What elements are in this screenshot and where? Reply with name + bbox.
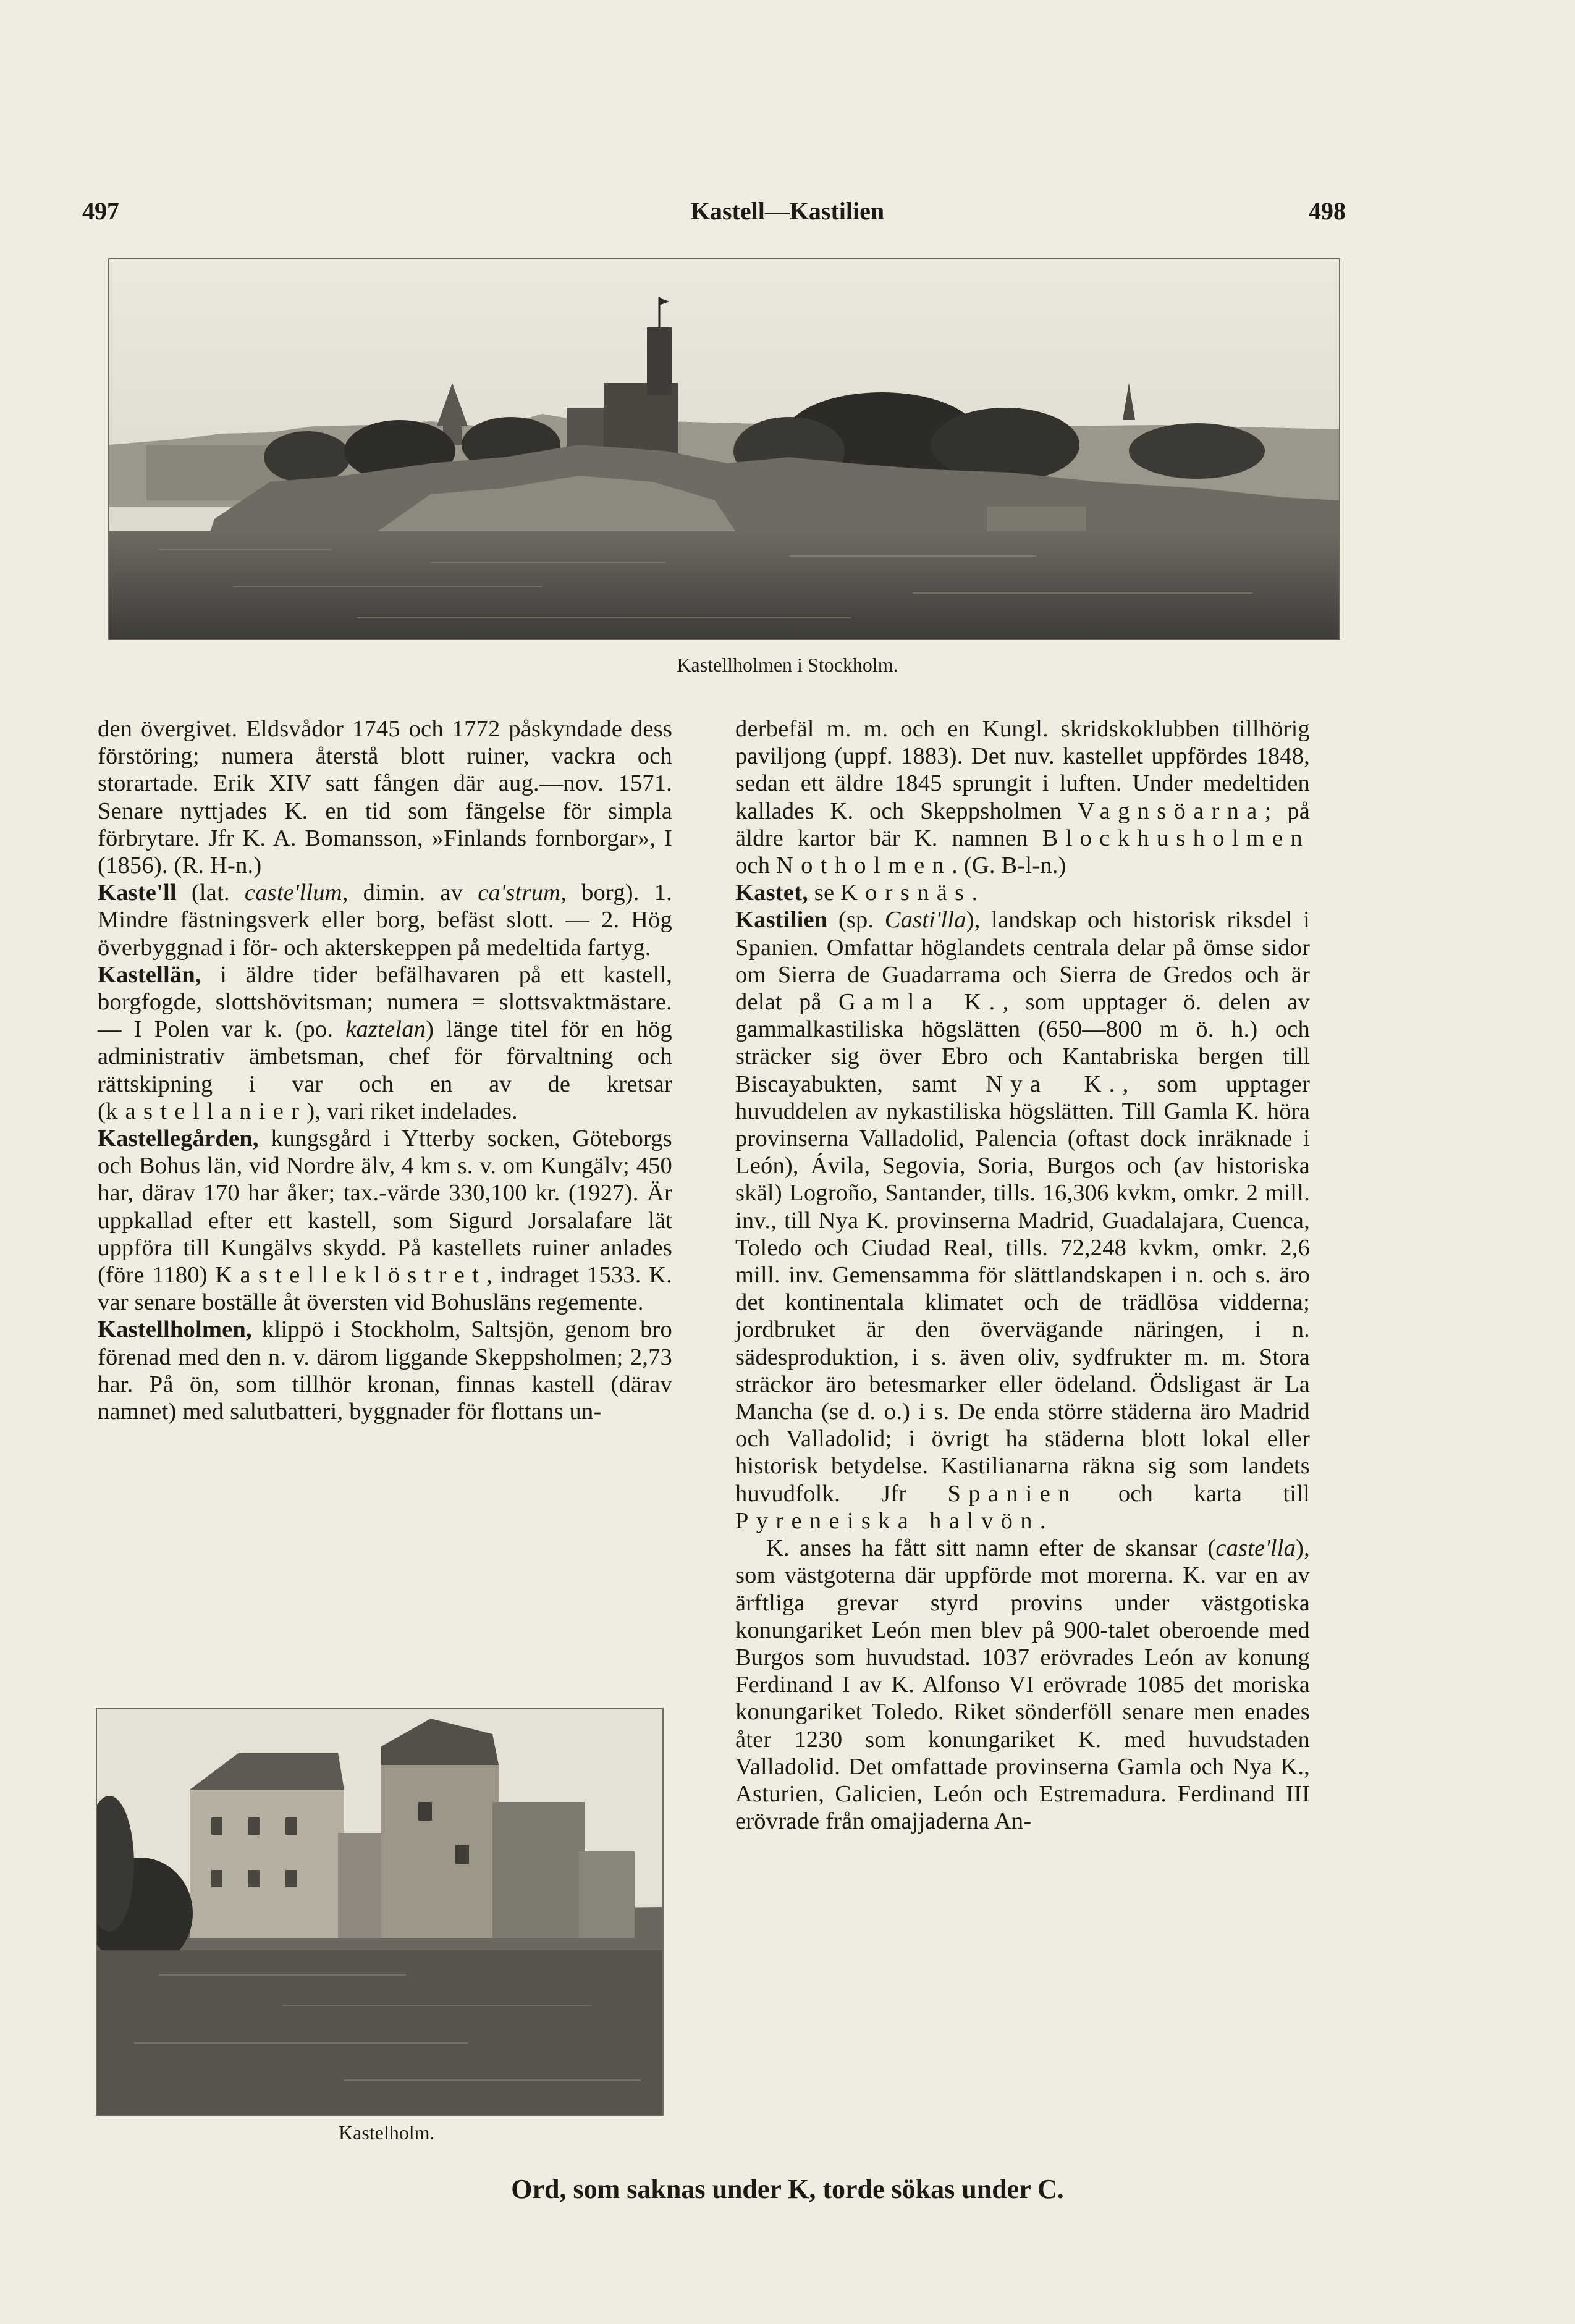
entry-text: ) länge titel för en hög administrativ ämbetsman, chef för förvaltning och rättskipning i var och en av de kretsar ( <box>98 1016 672 1124</box>
entry-text: . (G. B-l-n.) <box>952 853 1066 879</box>
right-text-column <box>735 715 1310 1835</box>
entry-spaced: Nya K. <box>986 1071 1123 1097</box>
entry-text: ), landskap och historisk riksdel i Spanien. Omfattar höglandets centrala delar på ömse sidor om Sierra de Guadarrama och Sierra de Gredos och är delat på <box>735 907 1310 1016</box>
entry-text: ; på äldre kartor bär K. namnen <box>735 798 1310 851</box>
entry-kastilien-history <box>735 1535 1310 1835</box>
entry-kastet <box>735 879 1310 906</box>
continued-paragraph <box>735 715 1310 879</box>
entry-spaced: Notholmen <box>776 853 952 879</box>
entry-kastellegarden <box>98 1125 672 1316</box>
entry-text: (lat. <box>176 880 245 906</box>
bottom-photo-caption: Kastelholm. <box>339 2121 435 2144</box>
headword: Kastet, <box>735 880 808 906</box>
entry-spaced: Blockhusholmen <box>1042 825 1310 851</box>
entry-spaced: Kastelleklöstret <box>215 1262 487 1289</box>
headword: Kaste'll <box>98 880 177 906</box>
kastellholmen-photo <box>108 258 1340 640</box>
entry-kastilien <box>735 906 1310 1535</box>
entry-text: ), vari riket indelades. <box>306 1098 518 1124</box>
kastelholm-photo <box>96 1708 664 2116</box>
entry-kastell <box>98 879 672 961</box>
entry-text: dimin. av <box>348 880 478 906</box>
entry-kastellholmen <box>98 1316 672 1425</box>
entry-italic: caste'lla <box>1215 1535 1296 1562</box>
right-page-number: 498 <box>1309 197 1346 225</box>
entry-text: , indraget 1533. K. var senare boställe åt översten vid Bohusläns regemente. <box>98 1262 672 1316</box>
top-photo-caption: Kastellholmen i Stockholm. <box>677 654 898 676</box>
entry-text: , som upptager ö. delen av gammalkastiliska högslätten (650—800 m ö. h.) och sträcker sig över Ebro och Kantabriska bergen till Biscayabukten, samt <box>735 989 1310 1097</box>
headword: Kastellegården, <box>98 1126 259 1152</box>
entry-spaced: Korsnäs <box>840 880 972 906</box>
entry-text: och <box>735 853 777 879</box>
running-head-title: Kastell—Kastilien <box>690 197 885 225</box>
entry-text: kungsgård i Ytterby socken, Göteborgs och Bohus län, vid Nordre älv, 4 km s. v. om Kungälv; 450 har, därav 170 har åker; tax.-värde 330,100 kr. (1927). Är uppkallad efter ett kastell, som Sigurd Jorsalafare lät uppföra till Kungälvs skydd. På kastellets ruiner anlades (före 1180) <box>98 1126 672 1289</box>
entry-text: . <box>971 880 978 906</box>
left-text-column <box>98 715 672 1425</box>
entry-text: derbefäl m. m. och en Kungl. skridskoklubben tillhörig paviljong (uppf. 1883). Det nuv. kastellet uppfördes 1848, sedan ett äldre 1845 sprungit i luften. Under medeltiden kallades K. och Skeppsholmen <box>735 716 1310 824</box>
entry-text: . <box>1039 1507 1046 1534</box>
entry-italic: ca'strum, <box>478 880 567 906</box>
entry-spaced: Pyreneiska halvön <box>735 1507 1040 1534</box>
entry-text: och karta till <box>1077 1480 1310 1507</box>
entry-text: klippö i Stockholm, Saltsjön, genom bro förenad med den n. v. därom liggande Skeppsholmen; 2,73 har. På ön, som tillhör kronan, finnas kastell (därav namnet) med salutbatteri, byggnader för flottans un- <box>98 1316 672 1425</box>
headword: Kastellän, <box>98 961 201 988</box>
entry-italic: Casti'lla <box>884 907 966 933</box>
left-page-number: 497 <box>82 197 119 225</box>
headword: Kastilien <box>735 907 828 933</box>
entry-spaced: Vagnsöarna <box>1077 798 1265 824</box>
entry-text: K. anses ha fått sitt namn efter de skansar ( <box>766 1535 1216 1562</box>
entry-text: ), som västgoterna där uppförde mot morerna. K. var en av ärftliga grevar styrd provins under västgotiska konungariket León men blev på 900-talet oberoende med Burgos som huvudstad. 1037 erövrades León av konung Ferdinand I av K. Alfonso VI erövrade 1085 det moriska konungariket Toledo. Riket sönderföll senare men enades åter 1230 som konungariket K. med huvudstaden Valladolid. Det omfattade provinserna Gamla och Nya K., Asturien, Galicien, León och Estremadura. Ferdinand III erövrade från omajjaderna An- <box>735 1535 1310 1835</box>
entry-italic: kaztelan <box>345 1016 426 1043</box>
entry-kastellan <box>98 961 672 1125</box>
entry-italic: caste'llum, <box>244 880 348 906</box>
entry-text: , som upptager huvuddelen av nykastiliska högslätten. Till Gamla K. höra provinserna Valladolid, Palencia (oftast dock inräknade i León), Ávila, Segovia, Soria, Burgos och (av historiska skäl) Logroño, Santander, tills. 16,306 kvkm, omkr. 2 mill. inv., till Nya K. provinserna Madrid, Guadalajara, Cuenca, Toledo och Ciudad Real, tills. 72,248 kvkm, omkr. 2,6 mill. inv. Gemensamma för slättlandskapen i n. och s. äro det kontinentala klimatet och de trädlösa vidderna; jordbruket är den övervägande näringen, i n. sädesproduktion, i s. även oliv, sydfrukter m. m. Stora sträckor äro betesmarker eller ödeland. Ödsligast är La Mancha (se d. o.) i s. De enda större städerna äro Madrid och Valladolid; i övrigt ha städerna blott lokal eller historisk betydelse. Kastilianarna räkna sig som landets huvudfolk. Jfr <box>735 1071 1310 1507</box>
entry-text: i äldre tider befälhavaren på ett kastell, borgfogde, slottshövitsman; numera = slottsvaktmästare. — I Polen var k. (po. <box>98 961 672 1043</box>
headword: Kastellholmen, <box>98 1316 252 1343</box>
entry-text: se <box>808 880 841 906</box>
entry-text: (sp. <box>827 907 885 933</box>
footer-note: Ord, som saknas under K, torde sökas under C. <box>511 2174 1064 2204</box>
entry-spaced: Spanien <box>947 1480 1078 1507</box>
continued-paragraph: den övergivet. Eldsvådor 1745 och 1772 påskyndade dess förstöring; numera återstå blott ruiner, vackra och storartade. Erik XIV satt fången där aug.—nov. 1571. Senare nyttjades K. en tid som fängelse för simpla förbrytare. Jfr K. A. Bomansson, »Finlands fornborgar», I (1856). (R. H-n.) <box>98 716 672 879</box>
entry-spaced: kastellanier <box>106 1098 307 1124</box>
entry-text: borg). 1. Mindre fästningsverk eller borg, befäst slott. — 2. Hög överbyggnad i för- och akterskeppen på medeltida fartyg. <box>98 880 672 961</box>
entry-spaced: Gamla K. <box>838 989 1003 1016</box>
